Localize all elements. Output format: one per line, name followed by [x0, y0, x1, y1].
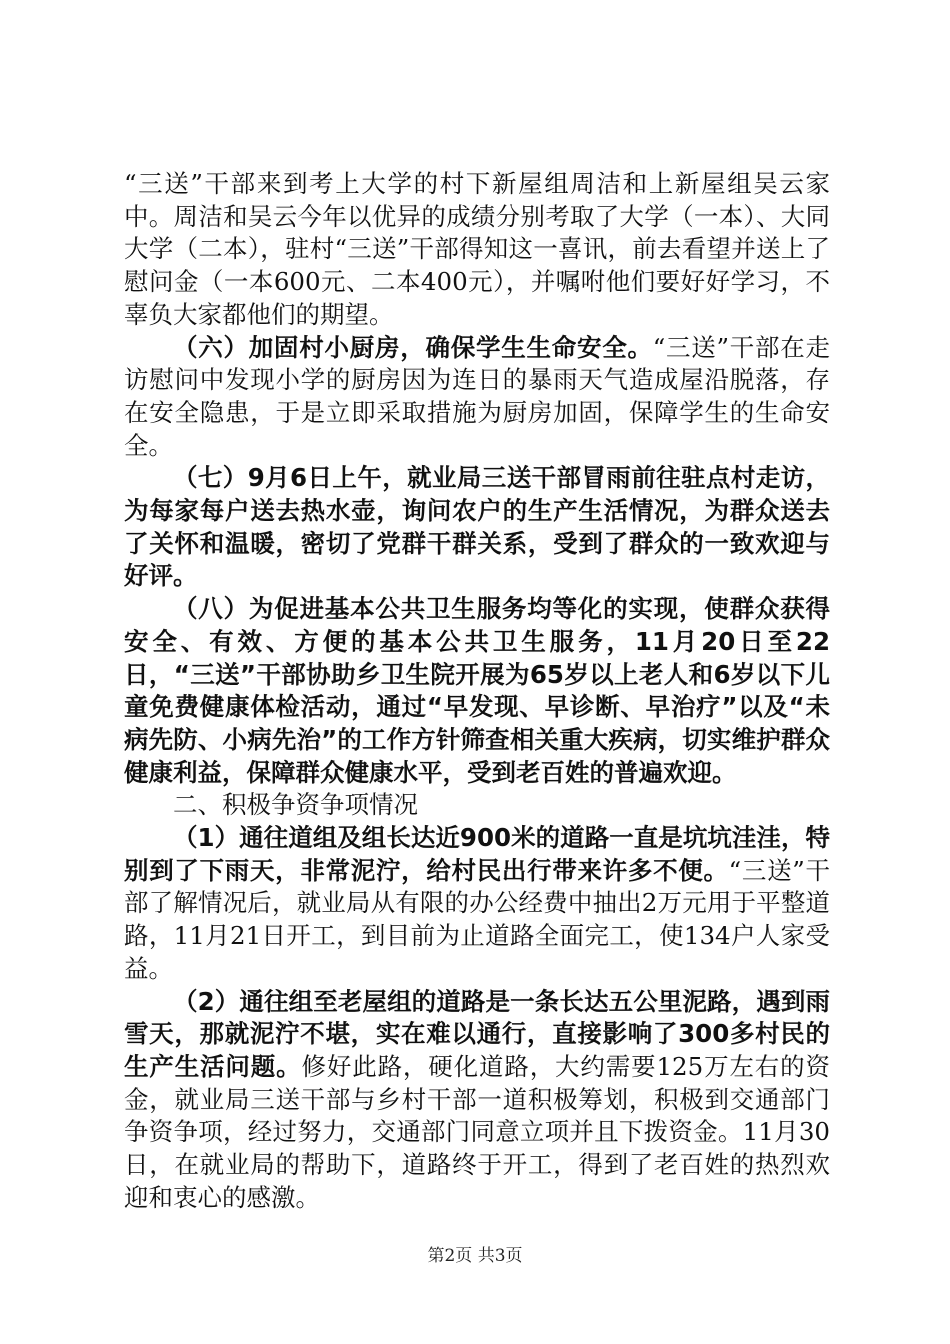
- page-number-footer: 第2页 共3页: [427, 1246, 523, 1266]
- paragraph-6-lead: （1）通往道组及组长达近900米的道路一直是坑坑洼洼，特别到了下雨天，非常泥泞，给村民出行带来许多不便。: [124, 823, 830, 885]
- paragraph-1-text: “三送”干部来到考上大学的村下新屋组周洁和上新屋组吴云家中。周洁和吴云今年以优异的成绩分别考取了大学（一本）、大同大学（二本），驻村“三送”干部得知这一喜讯，前去看望并送上了慰问金（一本600元、二本400元），并嘱咐他们要好好学习，不辜负大家都他们的期望。: [124, 169, 830, 329]
- section-heading: [124, 789, 830, 822]
- paragraph-3-lead: （七）9月6日上午，就业局三送干部冒雨前往驻点村走访，为每家每户送去热水壶，询问农户的生产生活情况，为群众送去了关怀和温暖，密切了党群干群关系，受到了群众的一致欢迎与好评。: [124, 463, 830, 591]
- paragraph-6: [124, 822, 830, 986]
- paragraph-7-text: 修好此路，硬化道路，大约需要125万左右的资金，就业局三送干部与乡村干部一道积极筹划，积极到交通部门争资争项，经过努力，交通部门同意立项并且下拨资金。11月30日，在就业局的帮助下，道路终于开工，得到了老百姓的热烈欢迎和衷心的感激。: [124, 1051, 831, 1212]
- paragraph-6-text: “三送”干部了解情况后，就业局从有限的办公经费中抽出2万元用于平整道路，11月21日开工，到目前为止道路全面完工，使134户人家受益。: [124, 855, 830, 983]
- paragraph-1: [124, 168, 830, 332]
- paragraph-2-text: “三送”干部在走访慰问中发现小学的厨房因为连日的暴雨天气造成屋沿脱落，存在安全隐患，于是立即采取措施为厨房加固，保障学生的生命安全。: [124, 332, 830, 460]
- paragraph-7: [124, 986, 830, 1215]
- paragraph-3: [124, 462, 830, 593]
- paragraph-4: [124, 593, 830, 789]
- paragraph-2: [124, 332, 830, 463]
- document-body: [124, 168, 830, 1215]
- section-heading-text: 二、积极争资争项情况: [173, 790, 418, 820]
- paragraph-2-lead: （六）加固村小厨房，确保学生生命安全。: [173, 332, 653, 362]
- paragraph-7-lead: （2）通往组至老屋组的道路是一条长达五公里泥路，遇到雨雪天，那就泥泞不堪，实在难以通行，直接影响了300多村民的生产生活问题。: [124, 986, 830, 1081]
- paragraph-4-lead: （八）为促进基本公共卫生服务均等化的实现，使群众获得安全、有效、方便的基本公共卫生服务，11月20日至22日，“三送”干部协助乡卫生院开展为65岁以上老人和6岁以下儿童免费健康体检活动，通过“早发现、早诊断、早治疗”以及“未病先防、小病先治”的工作方针筛查相关重大疾病，切实维护群众健康利益，保障群众健康水平，受到老百姓的普遍欢迎。: [124, 594, 830, 787]
